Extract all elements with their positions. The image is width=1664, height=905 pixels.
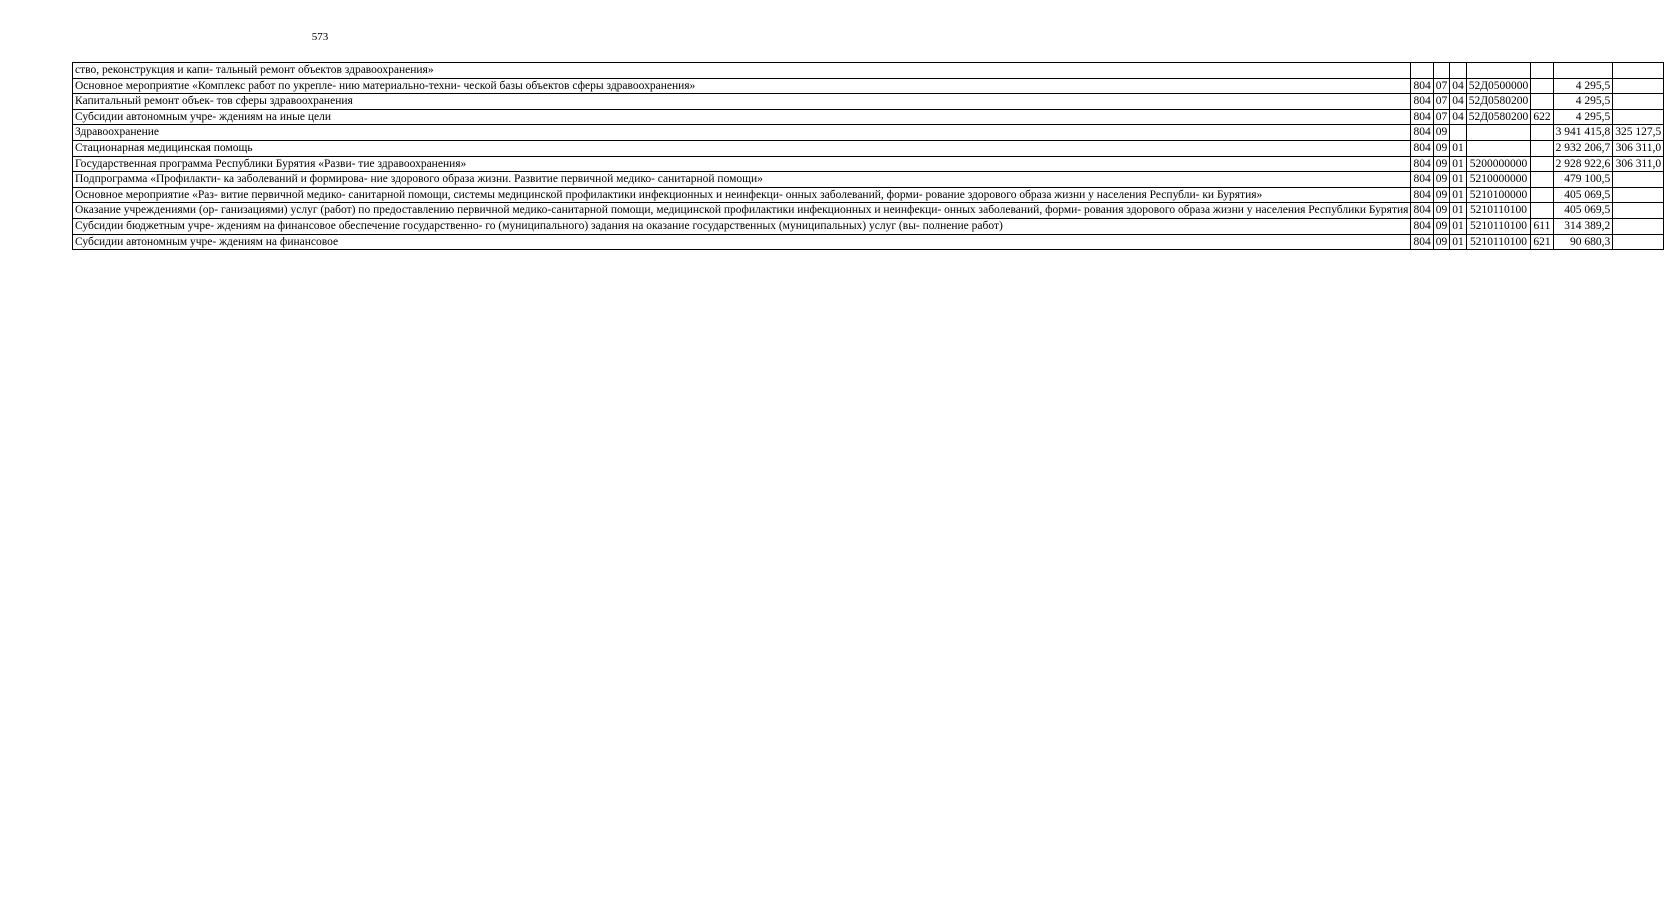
row-amount: 2 928 922,6 [1553, 156, 1613, 172]
row-ved-code: 804 [1411, 187, 1433, 203]
row-section-code [1433, 63, 1450, 79]
row-name: Здравоохранение [73, 125, 1411, 141]
row-section-code: 07 [1433, 109, 1450, 125]
row-name: Капитальный ремонт объек- тов сферы здравоохранения [73, 94, 1411, 110]
row-subsection-code [1450, 125, 1467, 141]
row-ved-code: 804 [1411, 156, 1433, 172]
row-subsection-code: 04 [1450, 94, 1467, 110]
row-name: ство, реконструкция и капи- тальный ремонт объектов здравоохранения» [73, 63, 1411, 79]
row-name: Государственная программа Республики Бурятия «Разви- тие здравоохранения» [73, 156, 1411, 172]
row-name: Субсидии бюджетным учре- ждениям на финансовое обеспечение государственно- го (муниципального) задания на оказание государственных (муниципальных) услуг (вы- полнение работ) [73, 218, 1411, 234]
row-amount-extra [1613, 109, 1664, 125]
row-name: Основное мероприятие «Раз- витие первичной медико- санитарной помощи, системы медицинской профилактики инфекционных и неинфекци- онных заболеваний, форми- рование здорового образа жизни у населения Республи- ки Бурятия» [73, 187, 1411, 203]
row-amount: 405 069,5 [1553, 203, 1613, 219]
row-amount-extra [1613, 187, 1664, 203]
row-target-article-code [1466, 140, 1531, 156]
row-subsection-code: 04 [1450, 109, 1467, 125]
table-row [73, 140, 1664, 156]
row-amount-extra: 306 311,0 [1613, 156, 1664, 172]
row-subsection-code: 01 [1450, 234, 1467, 250]
row-name: Субсидии автономным учре- ждениям на финансовое [73, 234, 1411, 250]
row-subsection-code: 04 [1450, 78, 1467, 94]
row-expense-type-code [1531, 125, 1553, 141]
table-row [73, 203, 1664, 219]
row-subsection-code: 01 [1450, 203, 1467, 219]
row-subsection-code: 01 [1450, 187, 1467, 203]
row-expense-type-code [1531, 63, 1553, 79]
row-name: Субсидии автономным учре- ждениям на иные цели [73, 109, 1411, 125]
row-amount-extra [1613, 234, 1664, 250]
row-expense-type-code [1531, 78, 1553, 94]
row-amount: 4 295,5 [1553, 109, 1613, 125]
row-target-article-code: 52Д0580200 [1466, 94, 1531, 110]
row-amount: 479 100,5 [1553, 172, 1613, 188]
row-amount-extra: 306 311,0 [1613, 140, 1664, 156]
row-amount-extra [1613, 94, 1664, 110]
row-amount: 2 932 206,7 [1553, 140, 1613, 156]
row-subsection-code: 01 [1450, 140, 1467, 156]
row-amount-extra [1613, 63, 1664, 79]
row-name: Стационарная медицинская помощь [73, 140, 1411, 156]
row-ved-code: 804 [1411, 109, 1433, 125]
row-name: Подпрограмма «Профилакти- ка заболеваний и формирова- ние здорового образа жизни. Развитие первичной медико- санитарной помощи» [73, 172, 1411, 188]
row-amount-extra [1613, 172, 1664, 188]
row-target-article-code: 52Д0500000 [1466, 78, 1531, 94]
row-section-code: 07 [1433, 94, 1450, 110]
row-amount: 314 389,2 [1553, 218, 1613, 234]
row-ved-code: 804 [1411, 78, 1433, 94]
row-section-code: 09 [1433, 172, 1450, 188]
row-expense-type-code: 621 [1531, 234, 1553, 250]
row-subsection-code: 01 [1450, 218, 1467, 234]
row-name: Оказание учреждениями (ор- ганизациями) услуг (работ) по предоставлению первичной медико-санитарной помощи, медицинской профилактики инфекционных и неинфекци- онных заболеваний, форми- рования здорового образа жизни у населения Республики Бурятия [73, 203, 1411, 219]
row-expense-type-code: 622 [1531, 109, 1553, 125]
row-ved-code: 804 [1411, 140, 1433, 156]
row-section-code: 09 [1433, 156, 1450, 172]
row-section-code: 07 [1433, 78, 1450, 94]
row-amount [1553, 63, 1613, 79]
row-expense-type-code: 611 [1531, 218, 1553, 234]
row-target-article-code [1466, 125, 1531, 141]
table-row [73, 172, 1664, 188]
row-target-article-code: 52Д0580200 [1466, 109, 1531, 125]
row-amount: 4 295,5 [1553, 78, 1613, 94]
row-ved-code: 804 [1411, 234, 1433, 250]
row-section-code: 09 [1433, 140, 1450, 156]
row-subsection-code: 01 [1450, 156, 1467, 172]
table-row [73, 63, 1664, 79]
row-target-article-code: 5200000000 [1466, 156, 1531, 172]
row-subsection-code [1450, 63, 1467, 79]
row-target-article-code: 5210000000 [1466, 172, 1531, 188]
row-expense-type-code [1531, 156, 1553, 172]
table-row [73, 109, 1664, 125]
row-amount-extra [1613, 218, 1664, 234]
row-target-article-code: 5210110100 [1466, 218, 1531, 234]
row-expense-type-code [1531, 94, 1553, 110]
row-ved-code: 804 [1411, 94, 1433, 110]
row-target-article-code: 5210110100 [1466, 234, 1531, 250]
row-amount: 405 069,5 [1553, 187, 1613, 203]
table-row [73, 234, 1664, 250]
row-ved-code: 804 [1411, 203, 1433, 219]
row-expense-type-code [1531, 187, 1553, 203]
table-row [73, 187, 1664, 203]
row-ved-code: 804 [1411, 172, 1433, 188]
row-name: Основное мероприятие «Комплекс работ по укрепле- нию материально-техни- ческой базы объектов сферы здравоохранения» [73, 78, 1411, 94]
row-section-code: 09 [1433, 218, 1450, 234]
row-amount-extra [1613, 203, 1664, 219]
budget-table [72, 62, 1664, 250]
row-expense-type-code [1531, 203, 1553, 219]
row-section-code: 09 [1433, 187, 1450, 203]
table-row [73, 78, 1664, 94]
row-amount: 4 295,5 [1553, 94, 1613, 110]
table-row [73, 94, 1664, 110]
row-expense-type-code [1531, 140, 1553, 156]
table-row [73, 218, 1664, 234]
row-expense-type-code [1531, 172, 1553, 188]
row-amount: 3 941 415,8 [1553, 125, 1613, 141]
row-section-code: 09 [1433, 203, 1450, 219]
row-amount-extra: 325 127,5 [1613, 125, 1664, 141]
row-target-article-code: 5210110100 [1466, 203, 1531, 219]
row-amount-extra [1613, 78, 1664, 94]
page-number: 573 [311, 31, 329, 43]
row-section-code: 09 [1433, 125, 1450, 141]
row-amount: 90 680,3 [1553, 234, 1613, 250]
table-row [73, 125, 1664, 141]
row-target-article-code [1466, 63, 1531, 79]
table-row [73, 156, 1664, 172]
row-ved-code: 804 [1411, 218, 1433, 234]
row-target-article-code: 5210100000 [1466, 187, 1531, 203]
row-section-code: 09 [1433, 234, 1450, 250]
row-ved-code [1411, 63, 1433, 79]
row-subsection-code: 01 [1450, 172, 1467, 188]
row-ved-code: 804 [1411, 125, 1433, 141]
